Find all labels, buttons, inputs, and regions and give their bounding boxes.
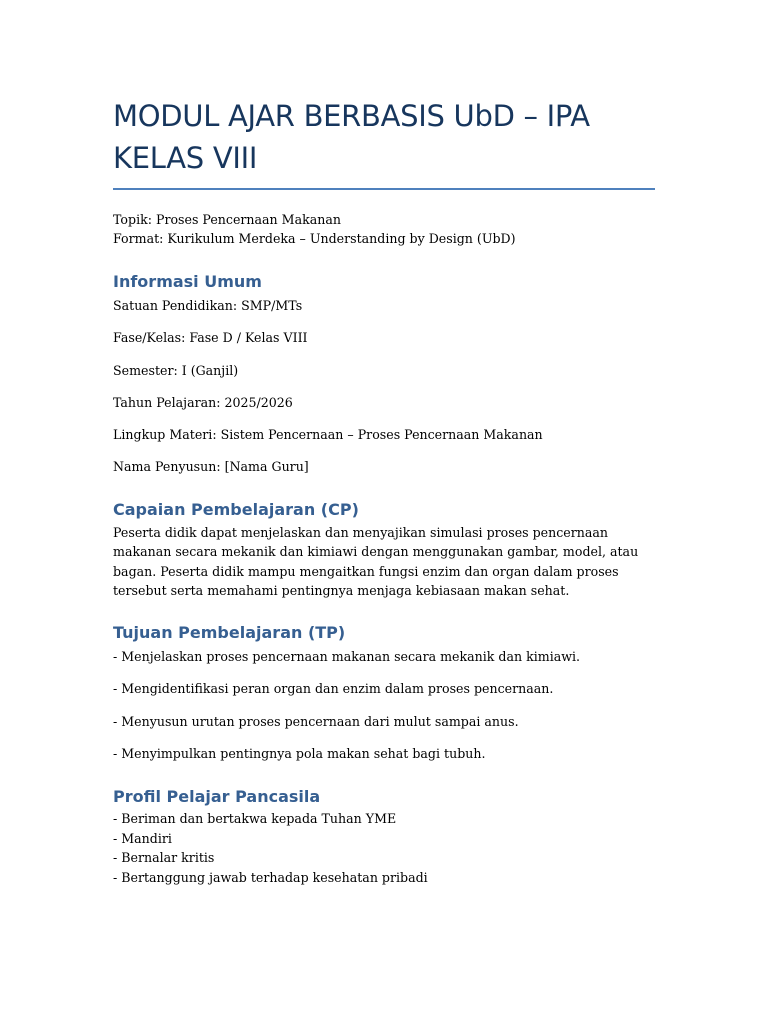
profil-item: - Mandiri: [113, 830, 172, 846]
section-tujuan-pembelajaran: [113, 622, 655, 763]
section-profil-pelajar-pancasila: [113, 786, 655, 887]
info-item: Satuan Pendidikan: SMP/MTs: [113, 298, 303, 313]
info-item: Lingkup Materi: Sistem Pencernaan – Proses Pencernaan Makanan: [113, 427, 543, 443]
title-divider: [113, 188, 655, 190]
capaian-paragraph: Peserta didik dapat menjelaskan dan menyajikan simulasi proses pencernaan makanan secara mekanik dan kimiawi dengan menggunakan gambar, model, atau bagan. Peserta didik mampu mengaitkan fungsi enzim dan organ dalam proses tersebut serta memahami pentingnya menjaga kebiasaan makan sehat.: [113, 524, 639, 599]
tujuan-item: - Menjelaskan proses pencernaan makanan secara mekanik dan kimiawi.: [113, 648, 581, 664]
info-item: Nama Penyusun: [Nama Guru]: [113, 459, 309, 475]
info-item: Tahun Pelajaran: 2025/2026: [113, 394, 293, 410]
tujuan-item: - Menyimpulkan pentingnya pola makan sehat bagi tubuh.: [113, 745, 486, 761]
section-capaian-pembelajaran: [113, 499, 655, 601]
tujuan-item: - Mengidentifikasi peran organ dan enzim dalam proses pencernaan.: [113, 681, 554, 697]
section-informasi-umum: [113, 271, 655, 477]
profil-item: - Bertanggung jawab terhadap kesehatan pribadi: [113, 869, 428, 885]
format-line: Format: Kurikulum Merdeka – Understanding by Design (UbD): [113, 231, 516, 246]
profil-item: - Beriman dan bertakwa kepada Tuhan YME: [113, 811, 397, 827]
profil-item: - Bernalar kritis: [113, 850, 215, 866]
section-heading: Profil Pelajar Pancasila: [113, 787, 321, 807]
document-page: [113, 0, 655, 887]
document-meta: [113, 210, 655, 248]
section-heading: Capaian Pembelajaran (CP): [113, 499, 359, 519]
info-item: Semester: I (Ganjil): [113, 362, 239, 378]
section-heading: Tujuan Pembelajaran (TP): [113, 622, 346, 642]
tujuan-item: - Menyusun urutan proses pencernaan dari mulut sampai anus.: [113, 713, 519, 729]
section-heading: Informasi Umum: [113, 272, 262, 291]
info-item: Fase/Kelas: Fase D / Kelas VIII: [113, 330, 308, 346]
topic-line: Topik: Proses Pencernaan Makanan: [113, 212, 341, 227]
document-title: MODUL AJAR BERBASIS UbD – IPA KELAS VIII: [113, 99, 590, 175]
